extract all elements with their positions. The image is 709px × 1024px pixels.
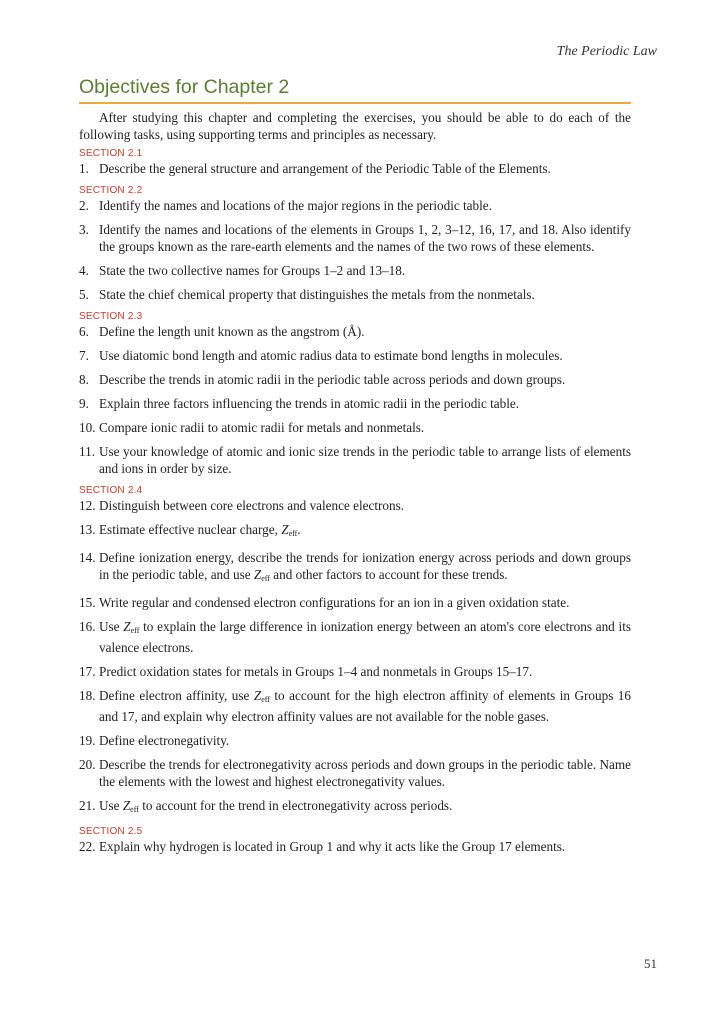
objective-item [79, 497, 631, 514]
objective-number: 4. [79, 263, 89, 278]
objective-number: 12. [79, 498, 96, 513]
objective-item [79, 663, 631, 680]
objective-item [79, 756, 631, 790]
objective-item [79, 323, 631, 340]
objective-number: 13. [79, 522, 96, 537]
objective-number: 3. [79, 222, 89, 237]
objective-number: 7. [79, 348, 89, 363]
objective-item [79, 262, 631, 279]
objective-text: Compare ionic radii to atomic radii for metals and nonmetals. [99, 420, 425, 435]
objective-item [79, 419, 631, 436]
objective-text: Describe the trends for electronegativity across periods and down groups in the periodic table. Name the elements with the lowest and highest electronegativity values. [99, 757, 631, 789]
objective-text: Explain three factors influencing the trends in atomic radii in the periodic table. [99, 396, 520, 411]
objective-number: 11. [79, 444, 95, 459]
objective-text: Use $Z_{eff}$ to explain the large difference in ionization energy between an atom's core electrons and its valence electrons. [99, 619, 632, 655]
objective-text: Estimate effective nuclear charge, $Z_{eff}$. [99, 522, 301, 538]
objective-item [79, 732, 631, 749]
objective-number: 21. [79, 798, 96, 813]
page-number: 51 [644, 956, 657, 971]
objective-text: Identify the names and locations of the major regions in the periodic table. [99, 198, 492, 213]
objective-text: Define electronegativity. [99, 733, 230, 748]
objective-item [79, 197, 631, 214]
objective-text: Write regular and condensed electron configurations for an ion in a given oxidation state. [99, 595, 570, 610]
section-label: SECTION 2.4 [79, 485, 143, 496]
objective-number: 9. [79, 396, 89, 411]
objectives-body [79, 109, 631, 862]
objective-number: 8. [79, 372, 89, 387]
objective-number: 5. [79, 287, 89, 302]
objectives-list [79, 147, 631, 855]
objective-item [79, 618, 631, 656]
chapter-heading: Objectives for Chapter 2 [79, 76, 631, 104]
objective-number: 20. [79, 757, 96, 772]
objective-text: Use your knowledge of atomic and ionic size trends in the periodic table to arrange lists of elements and ions in order by size. [99, 444, 631, 476]
section-label: SECTION 2.5 [79, 826, 143, 837]
objective-number: 22. [79, 839, 96, 854]
intro-paragraph: After studying this chapter and completing the exercises, you should be able to do each of the following tasks, using supporting terms and principles as necessary. [79, 110, 631, 142]
objective-number: 17. [79, 664, 96, 679]
objective-text: State the two collective names for Groups 1–2 and 13–18. [99, 263, 406, 278]
objective-text: Describe the general structure and arrangement of the Periodic Table of the Elements. [99, 161, 551, 176]
objective-text: Define ionization energy, describe the trends for ionization energy across periods and down groups in the periodic table, and use $Z_{eff}$ and other factors to account for these trends. [99, 550, 631, 583]
objective-text: Identify the names and locations of the elements in Groups 1, 2, 3–12, 16, 17, and 18. Also identify the groups known as the rare-earth elements and the names of the two rows of these elements. [99, 222, 631, 254]
objective-text: State the chief chemical property that distinguishes the metals from the nonmetals. [99, 287, 535, 302]
objective-item [79, 549, 631, 587]
objective-text: Describe the trends in atomic radii in the periodic table across periods and down groups. [99, 372, 566, 387]
objective-number: 15. [79, 595, 96, 610]
objective-item [79, 347, 631, 364]
running-head: The Periodic Law [556, 44, 657, 59]
objective-text: Define the length unit known as the angstrom (Å). [99, 324, 365, 339]
objective-item [79, 395, 631, 412]
objective-text: Use diatomic bond length and atomic radius data to estimate bond lengths in molecules. [99, 348, 563, 363]
objective-item [79, 160, 631, 177]
objective-number: 10. [79, 420, 96, 435]
objective-number: 18. [79, 688, 96, 703]
objective-text: Define electron affinity, use $Z_{eff}$ to account for the high electron affinity of elements in Groups 16 and 17, and explain why electron affinity values are not available for the noble gases. [99, 688, 631, 724]
objective-text: Explain why hydrogen is located in Group 1 and why it acts like the Group 17 elements. [99, 839, 566, 854]
section-label: SECTION 2.2 [79, 185, 143, 196]
objective-text: Predict oxidation states for metals in Groups 1–4 and nonmetals in Groups 15–17. [99, 664, 533, 679]
objective-item [79, 521, 631, 542]
objective-item [79, 687, 631, 725]
section-label: SECTION 2.3 [79, 311, 143, 322]
objective-text: Use $Z_{eff}$ to account for the trend in electronegativity across periods. [99, 798, 453, 814]
objective-item [79, 371, 631, 388]
objective-number: 6. [79, 324, 89, 339]
objective-item [79, 286, 631, 303]
objective-item [79, 838, 631, 855]
objective-item [79, 221, 631, 255]
objective-number: 1. [79, 161, 89, 176]
objective-item [79, 594, 631, 611]
objective-number: 2. [79, 198, 89, 213]
objective-item [79, 443, 631, 477]
objective-text: Distinguish between core electrons and valence electrons. [99, 498, 405, 513]
objective-number: 19. [79, 733, 96, 748]
section-label: SECTION 2.1 [79, 148, 143, 159]
objective-number: 16. [79, 619, 96, 634]
objective-item [79, 797, 631, 818]
objective-number: 14. [79, 550, 96, 565]
